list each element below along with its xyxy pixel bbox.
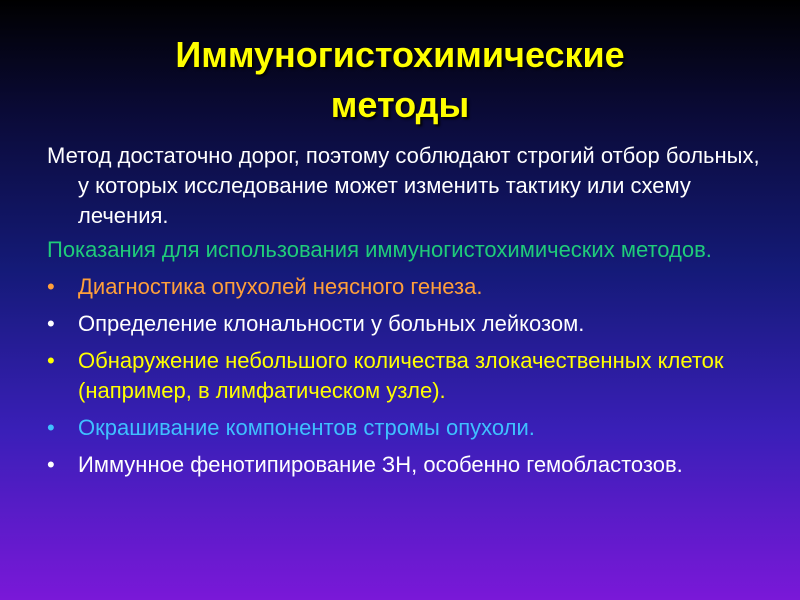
slide-body (47, 141, 762, 487)
list-item-text: Иммунное фенотипирование ЗН, особенно гемобластозов. (78, 452, 683, 477)
bullet-icon: • (47, 274, 55, 299)
intro-paragraph: Метод достаточно дорог, поэтому соблюдают строгий отбор больных, у которых исследование может изменить тактику или схему лечения. (47, 143, 760, 228)
bullet-icon: • (47, 311, 55, 336)
indications-heading: Показания для использования иммуногистохимических методов. (47, 237, 712, 262)
bullet-icon: • (47, 452, 55, 477)
list-item (47, 413, 762, 443)
list-item-text: Окрашивание компонентов стромы опухоли. (78, 415, 535, 440)
list-item (47, 272, 762, 302)
list-item-text: Определение клональности у больных лейкозом. (78, 311, 585, 336)
list-item (47, 346, 762, 406)
indications-list (47, 272, 762, 480)
list-item-text: Диагностика опухолей неясного генеза. (78, 274, 483, 299)
title-line-2: методы (330, 84, 470, 125)
bullet-icon: • (47, 348, 55, 373)
slide-title (0, 30, 800, 130)
title-line-1: Иммуногистохимические (175, 34, 625, 75)
list-item (47, 450, 762, 480)
bullet-icon: • (47, 415, 55, 440)
list-item-text: Обнаружение небольшого количества злокачественных клеток (например, в лимфатическом узле). (78, 348, 724, 403)
list-item (47, 309, 762, 339)
